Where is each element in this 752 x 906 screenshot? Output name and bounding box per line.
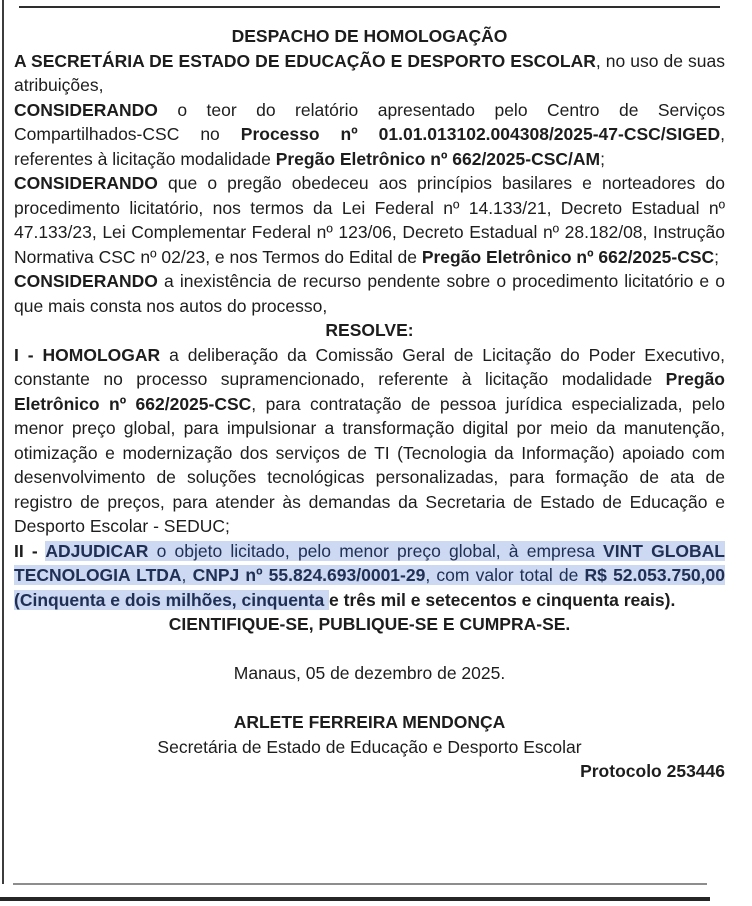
- document-title: DESPACHO DE HOMOLOGAÇÃO: [231, 26, 508, 46]
- signature-role: Secretária de Estado de Educação e Desporto Escolar: [157, 736, 582, 757]
- text-segment: II -: [14, 540, 46, 561]
- text-segment: e três mil e setecentos e cinquenta reais).: [329, 589, 676, 610]
- paragraph-adjudicar: [14, 539, 725, 613]
- text-segment: a deliberação da Comissão Geral de Licitação do Poder Executivo, constante no processo supramencionado, referente à licitação modalidade: [14, 344, 726, 389]
- text-segment: a inexistência de recurso pendente sobre o procedimento licitatório e o que mais consta nos autos do processo,: [14, 271, 725, 316]
- text-segment: ,: [181, 565, 193, 585]
- text-segment: , referentes à licitação modalidade: [14, 124, 725, 169]
- text-segment: A SECRETÁRIA DE ESTADO DE EDUCAÇÃO E DESPORTO ESCOLAR: [14, 50, 596, 71]
- text-segment: CONSIDERANDO: [14, 173, 158, 193]
- text-segment: , no uso de suas atribuições,: [14, 50, 725, 95]
- footer-rule-thin: [13, 883, 707, 885]
- text-segment: Pregão Eletrônico nº 662/2025-CSC: [14, 369, 725, 414]
- text-segment: Pregão Eletrônico nº 662/2025-CSC: [421, 246, 715, 267]
- page-top-rule: [19, 6, 720, 8]
- footer-rule-thick: [0, 897, 710, 901]
- document-content: [14, 24, 725, 784]
- text-segment: R$ 52.053.750,00 (Cinquenta e dois milhões, cinquenta: [14, 565, 725, 610]
- resolve-heading: RESOLVE:: [325, 320, 414, 340]
- text-segment: o teor do relatório apresentado pelo Centro de Serviços Compartilhados-CSC no: [14, 99, 725, 144]
- paragraph-homologar: [14, 343, 725, 539]
- page-left-border: [2, 0, 4, 884]
- text-segment: , para contratação de pessoa jurídica especializada, pelo menor preço global, para impulsionar a transformação digital por meio da manutenção, otimização e modernização dos serviços de TI (Tecnologia da Informação) apoiado com desenvolvimento de soluções tecnológicas personalizadas, para formação de ata de registro de preços, para atender às demandas da Secretaria de Estado de Educação e Desporto Escolar - SEDUC;: [14, 393, 725, 536]
- protocol-number: Protocolo 253446: [580, 761, 725, 781]
- text-segment: Pregão Eletrônico nº 662/2025-CSC/AM: [275, 148, 601, 169]
- paragraph-preamble: [14, 49, 725, 98]
- text-segment: Processo nº 01.01.013102.004308/2025-47-CSC/SIGED: [240, 124, 721, 144]
- text-segment: o objeto licitado, pelo menor preço global, à empresa: [148, 540, 604, 561]
- text-segment: CONSIDERANDO: [14, 271, 158, 291]
- paragraph-considerando-2: [14, 171, 725, 269]
- text-segment: , com valor total de: [425, 565, 585, 585]
- paragraph-considerando-1: [14, 98, 725, 172]
- text-segment: CNPJ nº 55.824.693/0001-29: [192, 565, 426, 585]
- date-line: Manaus, 05 de dezembro de 2025.: [233, 663, 506, 683]
- text-segment: CONSIDERANDO: [14, 99, 158, 120]
- paragraph-considerando-3: [14, 269, 725, 318]
- text-segment: que o pregão obedeceu aos princípios basilares e norteadores do procedimento licitatório, nos termos da Lei Federal nº 14.133/21, Decreto Estadual nº 47.133/23, Lei Complementar Federal nº 123/06, Decreto Estadual nº 28.182/08, Instrução Normativa CSC nº 02/23, e nos Termos do Edital de: [14, 173, 725, 267]
- closing-line: CIENTIFIQUE-SE, PUBLIQUE-SE E CUMPRA-SE.: [168, 614, 571, 634]
- text-segment: ;: [600, 148, 605, 169]
- text-segment: ADJUDICAR: [45, 540, 149, 561]
- text-segment: VINT GLOBAL TECNOLOGIA LTDA: [14, 540, 725, 585]
- text-segment: I - HOMOLOGAR: [14, 344, 161, 365]
- signature-name: ARLETE FERREIRA MENDONÇA: [233, 712, 506, 732]
- text-segment: ;: [714, 246, 720, 267]
